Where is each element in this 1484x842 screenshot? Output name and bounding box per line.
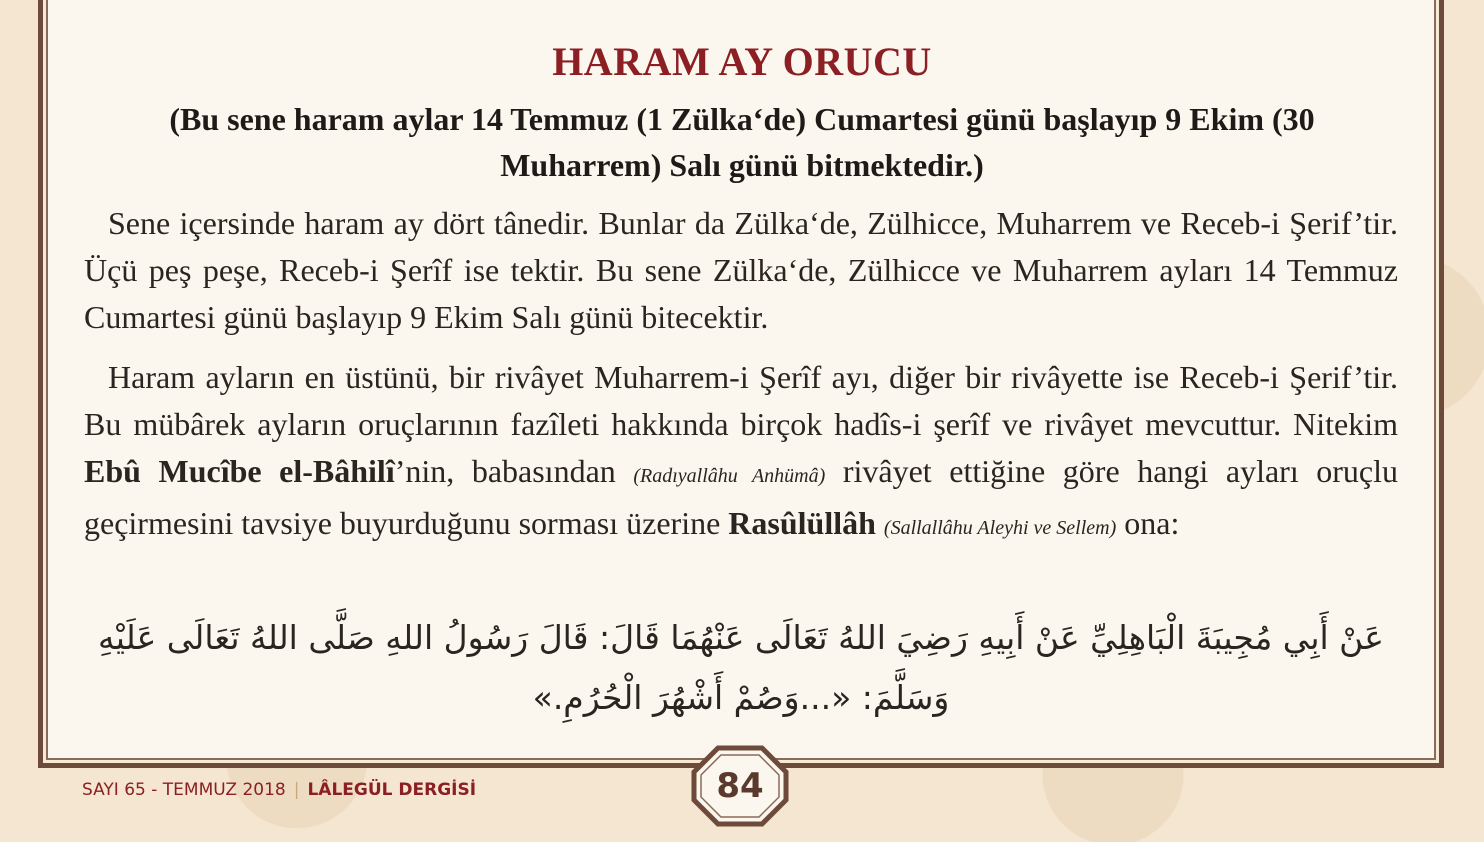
name-ebu-mucibe: Ebû Mucîbe el-Bâhilî bbox=[84, 453, 395, 489]
arabic-hadith: عَنْ أَبِي مُجِيبَةَ الْبَاهِلِيِّ عَنْ أَبِيهِ رَضِيَ اللهُ تَعَالَى عَنْهُمَا قَالَ: قَالَ رَسُولُ اللهِ صَلَّى اللهُ تَعَالَى عَلَيْهِ وَسَلَّمَ: «...وَصُمْ أَشْهُرَ الْحُرُمِ.» bbox=[98, 618, 1384, 717]
magazine-name: LÂLEGÜL DERGİSİ bbox=[307, 780, 477, 800]
paragraph-2-text-3: rivâyet ettiğine göre hangi ayları oruçlu geçirmesini tavsiye buyurduğunu sorması üzerine bbox=[84, 453, 1399, 541]
paragraph-1: Sene içersinde haram ay dört tânedir. Bunlar da Zülka‘de, Zülhicce, Muharrem ve Receb-i Şerif’tir. Üçü peş peşe, Receb-i Şerîf ise tektir. Bu sene Zülka‘de, Zülhicce ve Muharrem ayları 14 Temmuz Cumartesi günü başlayıp 9 Ekim Salı günü bitecektir. bbox=[84, 205, 1398, 335]
paragraph-2-text-1: Haram ayların en üstünü, bir rivâyet Muharrem-i Şerîf ayı, diğer bir rivâyette ise Receb-i Şerif’tir. Bu mübârek ayların oruçlarının fazîleti hakkında birçok hadîs-i şerîf ve rivâyet mevcuttur. Nitekim bbox=[84, 359, 1398, 442]
paragraph-2-text-2: ’nin, babasından bbox=[394, 453, 634, 489]
page-number-badge bbox=[690, 744, 790, 828]
article-title: HARAM AY ORUCU bbox=[552, 39, 932, 84]
paragraph-2-text-4: ona: bbox=[1116, 505, 1180, 541]
page-number: 84 bbox=[716, 766, 764, 806]
footer-separator: | bbox=[293, 780, 300, 800]
honorific-sallallahu: (Sallallâhu Aleyhi ve Sellem) bbox=[883, 517, 1117, 539]
honorific-radiyallahu: (Radıyallâhu Anhümâ) bbox=[633, 465, 826, 487]
page-footer bbox=[82, 780, 476, 800]
issue-label: SAYI 65 - TEMMUZ 2018 bbox=[82, 780, 286, 800]
article-subtitle: (Bu sene haram aylar 14 Temmuz (1 Zülka‘de) Cumartesi günü başlayıp 9 Ekim (30 Muharrem) Salı günü bitmektedir.) bbox=[169, 101, 1315, 183]
paragraph-2 bbox=[84, 354, 1398, 552]
name-rasulullah: Rasûlüllâh bbox=[728, 505, 876, 541]
